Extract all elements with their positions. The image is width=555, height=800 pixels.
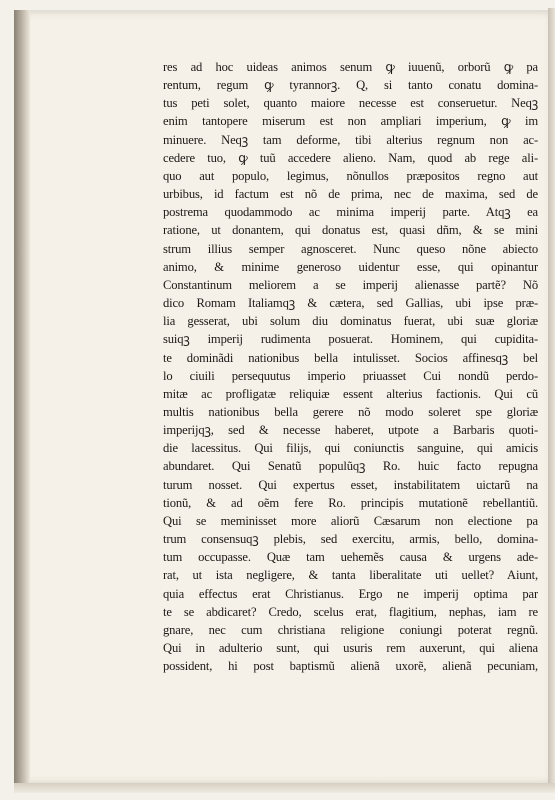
text-line-30: quia effectus erat Christianus. Ergo ne imperij optima par: [163, 586, 538, 601]
text-line-16: suiqꝫ imperij rudimenta posuerat. Hominem, qui cupidita-: [163, 332, 538, 347]
text-line-12: animo, & minime generoso uidentur esse, qui opinantur: [163, 259, 538, 274]
text-line-11: strum illius semper agnosceret. Nunc queso nõne abiecto: [163, 241, 538, 256]
text-line-5: minuere. Neqꝫ tam deforme, tibi alterius regnum non ac-: [163, 132, 538, 147]
book-gutter-shadow: [14, 10, 30, 785]
text-line-13: Constantinum meliorem a se imperij alienasse partẽ? Nõ: [163, 277, 538, 292]
text-line-33: Qui in adulterio sunt, qui usuris rem auxerunt, qui aliena: [163, 641, 538, 655]
text-line-22: die lacessitus. Qui filijs, qui coniunctis sanguine, qui amicis: [163, 441, 538, 456]
text-line-10: ratione, ut donantem, qui donatus est, quasi dñm, & se mini: [163, 223, 538, 238]
text-line-2: rentum, regum ꝙ tyrannorꝫ. Q, si tanto conatu domina-: [163, 78, 538, 93]
text-line-4: enim tantopere miserum est non ampliari imperium, ꝙ im: [163, 114, 538, 129]
text-line-14: dico Romam Italiamqꝫ & cætera, sed Gallias, ubi ipse præ-: [163, 296, 538, 311]
text-line-34: possident, hi post baptismũ alienã uxorẽ, alienã pecuniam,: [163, 659, 538, 674]
text-line-23: abundaret. Qui Senatũ populũqꝫ Ro. huic facto repugna: [163, 459, 538, 474]
text-line-28: tum occupasse. Quæ tam uehemẽs causa & urgens ade-: [163, 550, 538, 565]
body-text: [163, 58, 538, 675]
text-line-29: rat, ut ista negligere, & tanta liberalitate uti uellet? Aiunt,: [163, 568, 538, 583]
text-line-9: postrema quodammodo ac minima imperij parte. Atqꝫ ea: [163, 205, 538, 220]
text-line-21: imperijqꝫ, sed & necesse haberet, utpote a Barbaris quoti-: [163, 423, 538, 438]
text-line-24: turum nosset. Qui expertus esset, instabilitatem uictarũ na: [163, 477, 538, 492]
text-line-20: multis nationibus bella gerere nõ modo soleret spe gloriæ: [163, 404, 538, 419]
text-line-7: quo aut populo, legimus, nõnullos præpositos regno aut: [163, 168, 538, 183]
text-line-1: res ad hoc uideas animos senum ꝙ iuuenũ, orborũ ꝙ pa: [163, 60, 538, 74]
page-edge-bottom: [14, 783, 555, 793]
text-line-26: Qui se meminisset more aliorũ Cæsarum non electione pa: [163, 513, 538, 528]
text-line-32: gnare, nec cum christiana religione coniungi poterat regnũ.: [163, 622, 538, 637]
text-line-3: tus peti solet, quanto maiore necesse est conseruetur. Neqꝫ: [163, 96, 538, 111]
text-line-27: trum consensuqꝫ plebis, sed exercitu, armis, bello, domina-: [163, 532, 538, 547]
text-line-15: lia gesserat, ubi solum diu dominatus fuerat, ubi suæ gloriæ: [163, 314, 538, 329]
page-edge-right: [548, 8, 555, 788]
text-line-6: cedere tuo, ꝙ tuũ accedere alieno. Nam, quod ab rege ali-: [163, 150, 538, 165]
text-line-8: urbibus, id factum est nõ de prima, nec de maxima, sed de: [163, 187, 538, 202]
text-line-25: tionũ, & ad oẽm fere Ro. principis mutationẽ rebellantiũ.: [163, 495, 538, 510]
text-line-18: lo ciuili persequutus imperio priuasset Cui nondũ perdo-: [163, 368, 538, 383]
text-line-17: te dominãdi nationibus bella intulisset. Socios affinesqꝫ bel: [163, 350, 538, 365]
text-line-19: mitæ ac profligatæ reliquiæ essent alterius factionis. Qui cũ: [163, 386, 538, 401]
text-line-31: te se abdicaret? Credo, scelus erat, flagitium, nephas, iam re: [163, 604, 538, 619]
